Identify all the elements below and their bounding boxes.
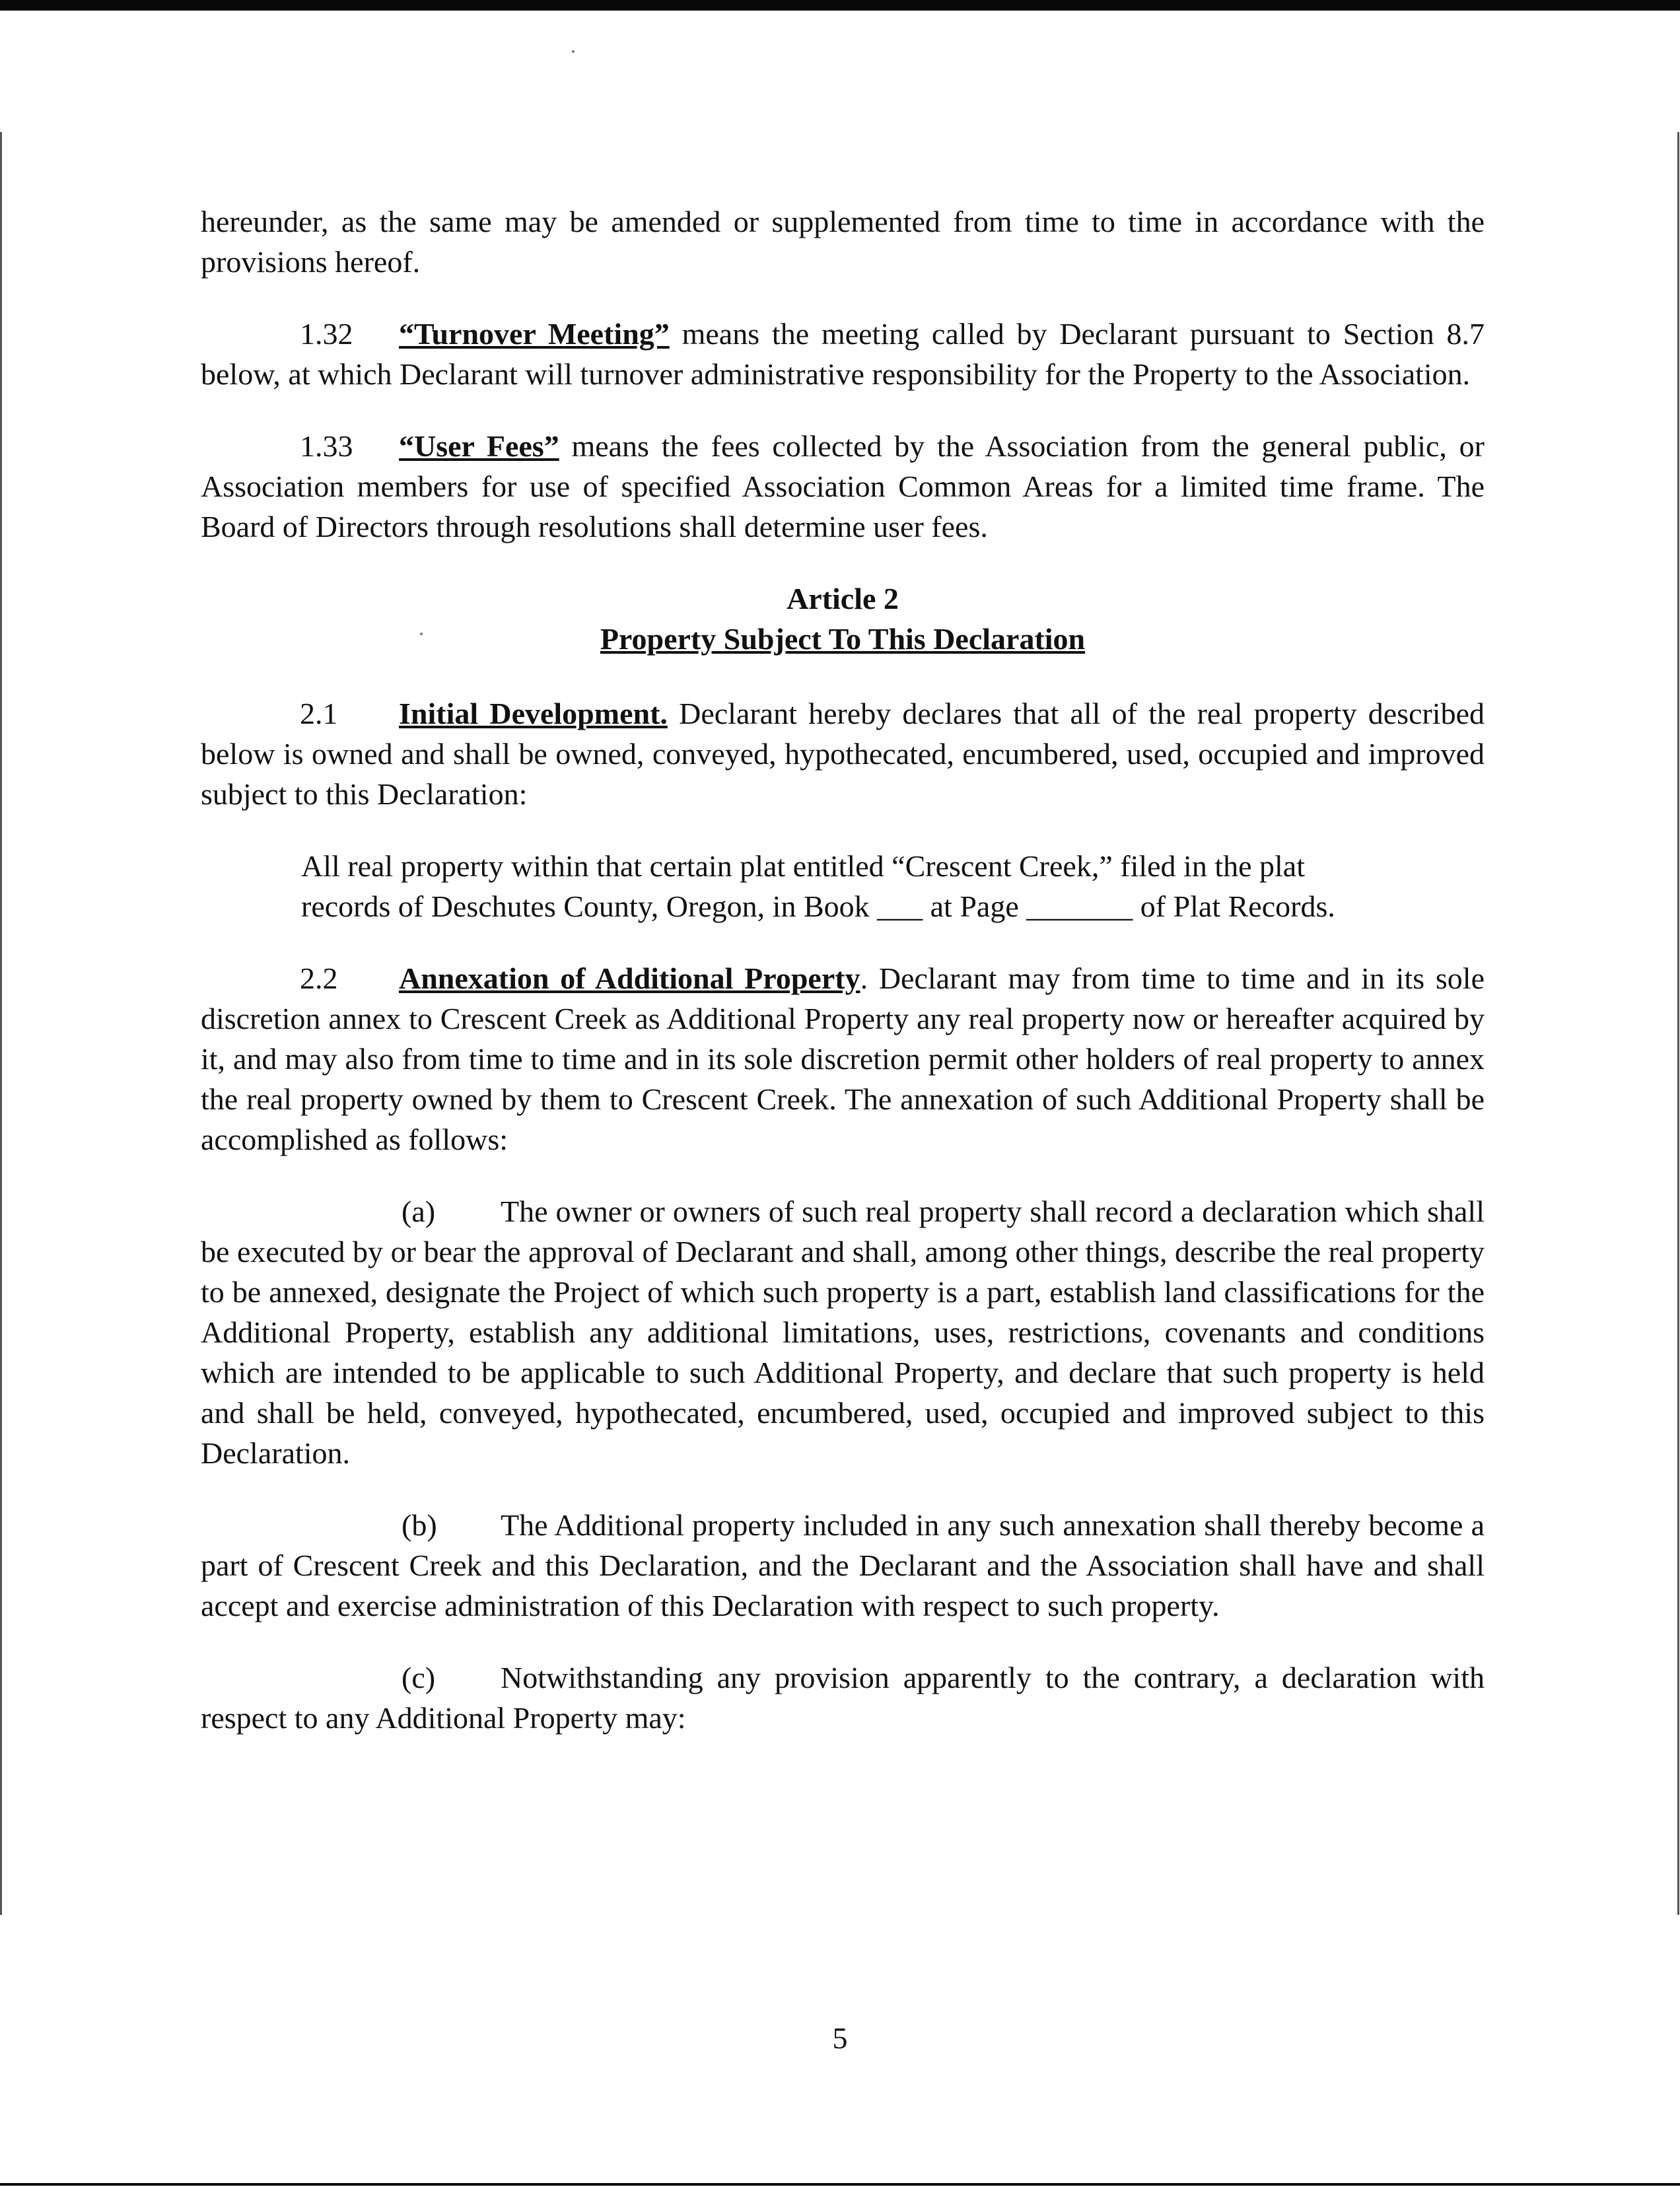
document-page (201, 201, 1485, 1770)
article-heading (201, 578, 1485, 659)
article-subtitle: Property Subject To This Declaration (600, 622, 1086, 656)
section-2-1 (201, 693, 1485, 814)
scan-top-border (0, 0, 1680, 11)
scan-bottom-border (0, 2183, 1680, 2186)
section-text: Declarant hereby declares that all of the real property described below is owned and shall be owned, conveyed, hypothecated, encumbered, used, occupied and improved subject to this Declaration: (201, 697, 1485, 811)
subsection-label: (b) (402, 1508, 437, 1542)
intro-paragraph: hereunder, as the same may be amended or supplemented from time to time in accordance with the provisions hereof. (201, 205, 1485, 279)
subsection-label: (a) (402, 1195, 436, 1228)
section-2-2 (201, 958, 1485, 1160)
section-text: means the meeting called by Declarant pursuant to Section 8.7 below, at which Declarant will turnover administrative responsibility for the Property to the Association. (201, 317, 1485, 391)
section-1-32 (201, 314, 1485, 394)
section-number: 1.32 (300, 317, 353, 351)
defined-term: “Turnover Meeting” (399, 317, 670, 351)
subsection-text: The Additional property included in any such annexation shall thereby become a part of Crescent Creek and this Declaration, and the Declarant and the Association shall have and shall accept and exercise administration of this Declaration with respect to such property. (201, 1508, 1485, 1622)
subsection-label: (c) (402, 1661, 436, 1694)
defined-term: “User Fees” (399, 429, 559, 463)
subsection-b (201, 1505, 1485, 1626)
subsection-c (201, 1657, 1485, 1738)
defined-term: Initial Development. (399, 697, 668, 730)
section-number: 2.1 (300, 697, 338, 730)
scan-right-edge (1677, 132, 1679, 1915)
subsection-text: The owner or owners of such real property shall record a declaration which shall be executed by or bear the approval of Declarant and shall, among other things, describe the real property to be annexed, designate the Project of which such property is a part, establish land classifications for the Additional Property, establish any additional limitations, uses, restrictions, covenants and conditions which are intended to be applicable to such Additional Property, and declare that such property is held and shall be held, conveyed, hypothecated, encumbered, used, occupied and improved subject to this Declaration. (201, 1195, 1485, 1470)
subsection-text: Notwithstanding any provision apparently to the contrary, a declaration with respect to any Additional Property may: (201, 1661, 1485, 1735)
section-number: 1.33 (300, 429, 353, 463)
section-number: 2.2 (300, 961, 338, 995)
scan-speck (572, 50, 575, 53)
defined-term: Annexation of Additional Property (399, 961, 860, 995)
section-text: means the fees collected by the Association from the general public, or Association members for use of specified Association Common Areas for a limited time frame. The Board of Directors through resolutions shall determine user fees. (201, 429, 1485, 543)
page-number: 5 (832, 2021, 848, 2055)
article-title: Article 2 (787, 582, 899, 615)
property-description-block: All real property within that certain plat entitled “Crescent Creek,” filed in the plat records of Deschutes County, Oregon, in Book ___ at Page _______ of Plat Records. (301, 849, 1335, 923)
subsection-a (201, 1191, 1485, 1473)
section-text: . Declarant may from time to time and in its sole discretion annex to Crescent Creek as Additional Property any real property now or hereafter acquired by it, and may also from time to time and in its sole discretion permit other holders of real property to annex the real property owned by them to Crescent Creek. The annexation of such Additional Property shall be accomplished as follows: (201, 961, 1485, 1156)
section-1-33 (201, 426, 1485, 547)
scan-left-edge (0, 132, 2, 1915)
